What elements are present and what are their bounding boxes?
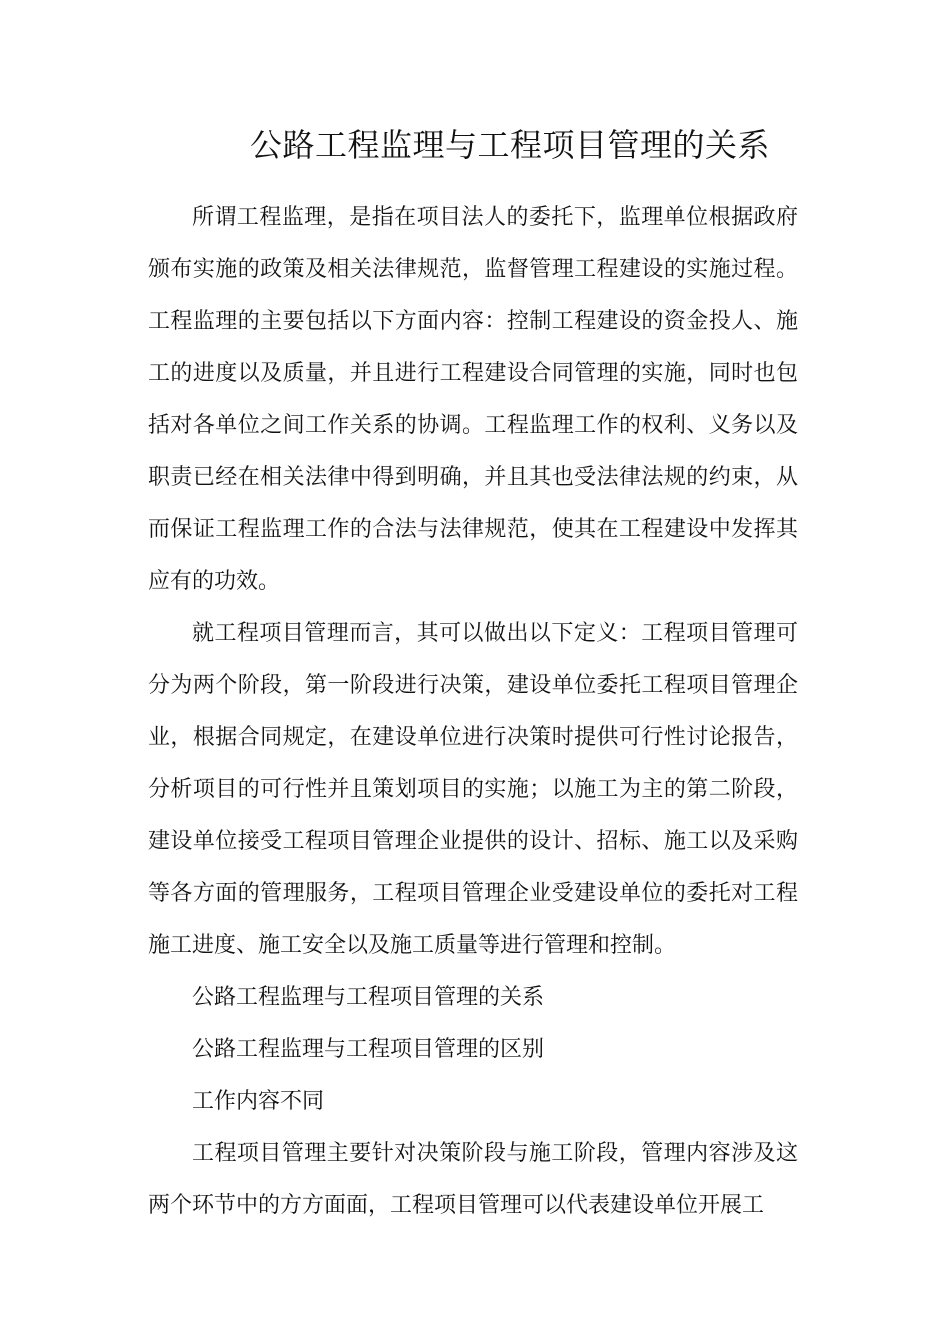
paragraph-project-management-definition: 就工程项目管理而言，其可以做出以下定义：工程项目管理可分为两个阶段，第一阶段进行决策，建设单位委托工程项目管理企业，根据合同规定，在建设单位进行决策时提供可行性讨论报告，分析项目的可行性并且策划项目的实施；以施工为主的第二阶段，建设单位接受工程项目管理企业提供的设计、招标、施工以及采购等各方面的管理服务，工程项目管理企业受建设单位的委托对工程施工进度、施工安全以及施工质量等进行管理和控制。 [148, 621, 798, 958]
section-heading-relationship: 公路工程监理与工程项目管理的关系 [192, 985, 545, 1010]
document-title: 公路工程监理与工程项目管理的关系 [249, 126, 770, 164]
document-body [148, 192, 798, 1232]
section-heading-differences: 公路工程监理与工程项目管理的区别 [192, 1037, 545, 1062]
paragraph-work-content: 工程项目管理主要针对决策阶段与施工阶段，管理内容涉及这两个环节中的方方面面，工程项目管理可以代表建设单位开展工 [148, 1141, 798, 1218]
subsection-heading-work-content: 工作内容不同 [192, 1089, 325, 1114]
paragraph-supervision-definition: 所谓工程监理，是指在项目法人的委托下，监理单位根据政府颁布实施的政策及相关法律规范，监督管理工程建设的实施过程。工程监理的主要包括以下方面内容：控制工程建设的资金投人、施工的进度以及质量，并且进行工程建设合同管理的实施，同时也包括对各单位之间工作关系的协调。工程监理工作的权利、义务以及职责已经在相关法律中得到明确，并且其也受法律法规的约束，从而保证工程监理工作的合法与法律规范，使其在工程建设中发挥其应有的功效。 [148, 205, 798, 594]
